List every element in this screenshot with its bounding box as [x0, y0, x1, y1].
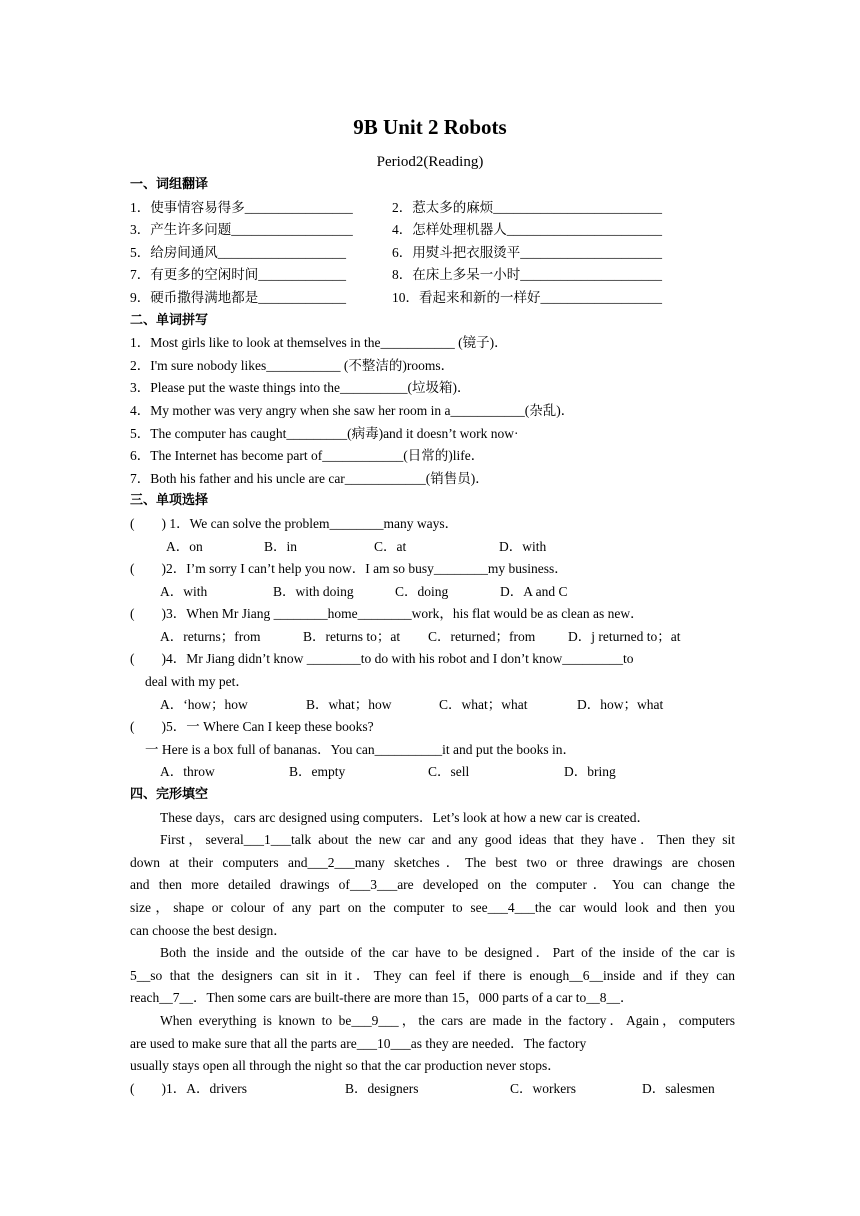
mc-option: A．with [160, 583, 208, 599]
mc-question-5: ( )5．一 Where Can I keep these books? [130, 719, 374, 735]
mc-question-4: ( )4．Mr Jiang didn’t know ________to do with his robot and I don’t know_________to [130, 651, 634, 667]
cloze-paragraph-line: When everything is known to be___9___，the cars are made in the factory．Again，computers [160, 1012, 735, 1028]
page-title: 9B Unit 2 Robots [353, 115, 507, 139]
cloze-blank: ___9___ [351, 1012, 399, 1028]
phrase-row [130, 287, 735, 310]
cloze-question-stem: ( )1．A．drivers [130, 1080, 247, 1096]
cloze-question-1 [130, 1078, 735, 1101]
cloze-paragraph-line: These days，cars arc designed using computers．Let’s look at how a new car is created． [160, 809, 650, 825]
mc-options-1 [130, 536, 735, 559]
cloze-blank: ___4___ [487, 900, 535, 915]
mc-option: D．bring [564, 764, 616, 780]
spelling-item: 4．My mother was very angry when she saw her room in a___________(杂乱)． [130, 402, 575, 418]
cloze-blank: __6__ [569, 967, 604, 983]
mc-option: C．at [374, 538, 407, 554]
mc-option: D．A and C [500, 583, 568, 599]
spelling-item: 3．Please put the waste things into the__________(垃圾箱)． [130, 380, 471, 396]
cloze-blank: __7__ [159, 990, 193, 1006]
mc-question-1: ( ) 1．We can solve the problem________many ways． [130, 515, 459, 531]
mc-question-3: ( )3．When Mr Jiang ________home________work，his flat would be as clean as new． [130, 606, 644, 622]
mc-options-3 [130, 626, 735, 649]
mc-option: C．returned；from [428, 628, 536, 644]
phrase-item: 8．在床上多呆一小时_____________________ [392, 267, 662, 283]
cloze-option: D．salesmen [642, 1080, 715, 1096]
cloze-paragraph-line: First，several___1___talk about the new car and any good ideas that they have．Then they sit [160, 832, 735, 848]
mc-question-5-cont: 一 Here is a box full of bananas．You can__________it and put the books in． [145, 741, 576, 757]
section-heading-cloze: 四、完形填空 [130, 787, 209, 803]
section-heading-word-spelling: 二、单词拼写 [130, 312, 209, 328]
mc-option: D．how；what [577, 696, 664, 712]
spelling-item: 1．Most girls like to look at themselves in the___________ (镜子)． [130, 335, 508, 351]
cloze-blank: 5__ [130, 967, 151, 983]
mc-question-2: ( )2．I’m sorry I can’t help you now．I am so busy________my business． [130, 561, 568, 577]
cloze-blank: ___10___ [356, 1035, 411, 1051]
mc-option: C．sell [428, 764, 470, 780]
page-subtitle: Period2(Reading) [376, 154, 484, 170]
mc-option: B．returns to；at [303, 628, 401, 644]
cloze-paragraph-line: Both the inside and the outside of the car have to be designed．Part of the inside of the car is [160, 945, 735, 961]
mc-option: B．what；how [306, 696, 392, 712]
worksheet-content [130, 174, 735, 1100]
phrase-item: 5．给房间通风___________________ [130, 244, 346, 260]
cloze-paragraph-line: and then more detailed drawings of___3___are developed on the computer．You can change the [130, 877, 735, 893]
mc-option: B．empty [289, 764, 346, 780]
cloze-blank: ___1___ [243, 832, 291, 848]
cloze-paragraph-line: size，shape or colour of any part on the computer to see___4___the car would look and then you [130, 900, 735, 915]
phrase-row [130, 197, 735, 220]
cloze-option: B．designers [345, 1080, 419, 1096]
phrase-item: 6．用熨斗把衣服烫平_____________________ [392, 244, 662, 260]
cloze-paragraph-line: 5__so that the designers can sit in it．They can feel if there is enough__6__inside and if they can [130, 967, 735, 983]
cloze-paragraph-line: can choose the best design． [130, 922, 287, 938]
phrase-item: 7．有更多的空闲时间_____________ [130, 267, 346, 283]
phrase-item: 3．产生许多问题__________________ [130, 222, 353, 238]
cloze-blank: ___3___ [349, 877, 398, 893]
mc-option: A．on [166, 538, 203, 554]
cloze-blank: ___2___ [307, 854, 355, 870]
mc-question-4-cont: deal with my pet． [145, 674, 249, 690]
phrase-row [130, 219, 735, 242]
spelling-item: 2．I'm sure nobody likes___________ (不整洁的)rooms． [130, 357, 455, 373]
mc-option: D．with [499, 538, 547, 554]
mc-option: A．‘how；how [160, 696, 248, 712]
phrase-item: 4．怎样处理机器人_______________________ [392, 222, 662, 238]
phrase-item: 1．使事情容易得多________________ [130, 199, 353, 215]
phrase-item: 2．惹太多的麻烦_________________________ [392, 199, 662, 215]
section-heading-multiple-choice: 三、单项选择 [130, 493, 209, 509]
cloze-paragraph-line: usually stays open all through the night so that the car production never stops． [130, 1058, 561, 1074]
spelling-item: 5．The computer has caught_________(病毒)and it doesn’t work now· [130, 425, 519, 441]
phrase-item: 10．看起来和新的一样好__________________ [392, 289, 662, 305]
mc-option: A．returns；from [160, 628, 261, 644]
mc-options-5 [130, 761, 735, 784]
cloze-paragraph-line: down at their computers and___2___many sketches．The best two or three drawings are chosen [130, 854, 735, 870]
cloze-blank: __8__ [586, 990, 620, 1006]
phrase-row [130, 264, 735, 287]
phrase-item: 9．硬币撒得满地都是_____________ [130, 289, 346, 305]
cloze-paragraph-line: reach__7__．Then some cars are built-there are more than 15，000 parts of a car to__8__． [130, 990, 634, 1006]
mc-option: C．doing [395, 583, 449, 599]
mc-option: D．j returned to；at [568, 628, 681, 644]
cloze-paragraph-line: are used to make sure that all the parts are___10___as they are needed．The factory [130, 1035, 587, 1051]
phrase-row [130, 242, 735, 265]
spelling-item: 6．The Internet has become part of____________(日常的)life． [130, 448, 485, 464]
mc-option: B．with doing [273, 583, 354, 599]
mc-option: A．throw [160, 764, 215, 780]
cloze-option: C．workers [510, 1080, 576, 1096]
mc-option: B．in [264, 538, 298, 554]
section-heading-phrase-translation: 一、词组翻译 [130, 177, 209, 192]
mc-option: C．what；what [439, 696, 528, 712]
mc-options-2 [130, 581, 735, 604]
mc-options-4 [130, 694, 735, 717]
spelling-item: 7．Both his father and his uncle are car____________(销售员)． [130, 470, 489, 486]
